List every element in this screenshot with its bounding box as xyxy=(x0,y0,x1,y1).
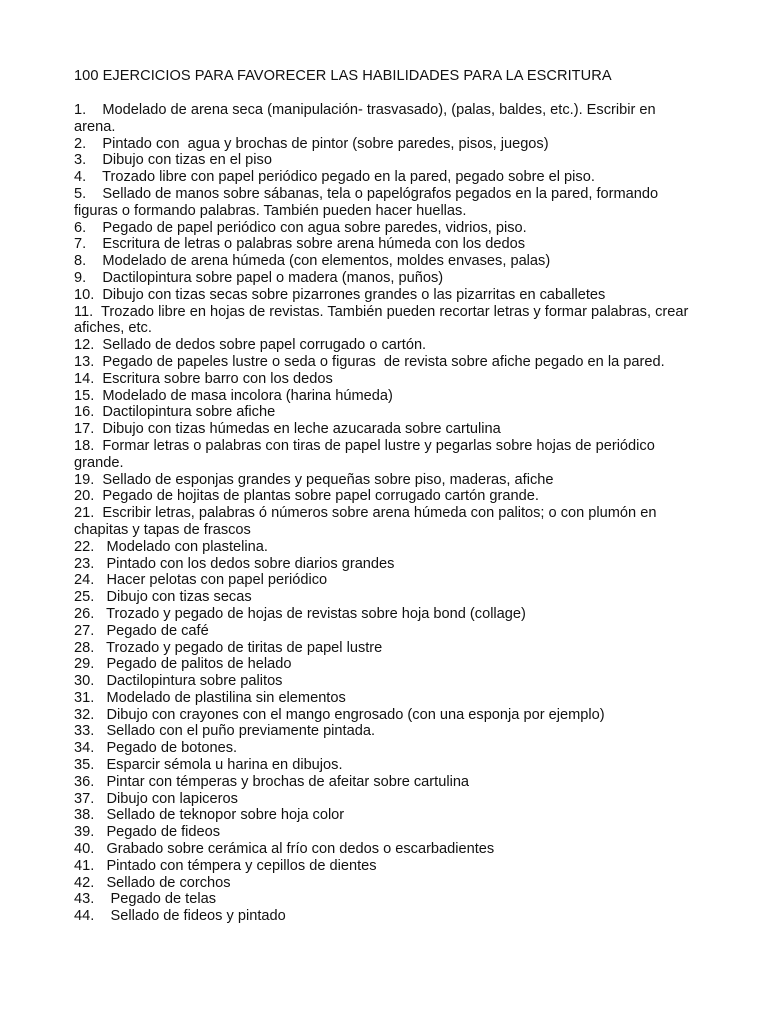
list-item: 43. Pegado de telas xyxy=(74,891,216,908)
list-item: 39. Pegado de fideos xyxy=(74,824,221,841)
list-item: 24. Hacer pelotas con papel periódico xyxy=(74,572,328,589)
list-item: 17. Dibujo con tizas húmedas en leche azucarada sobre cartulina xyxy=(74,421,501,438)
list-item: 29. Pegado de palitos de helado xyxy=(74,656,292,673)
list-item: 12. Sellado de dedos sobre papel corrugado o cartón. xyxy=(74,337,427,354)
list-item: 23. Pintado con los dedos sobre diarios grandes xyxy=(74,555,395,572)
list-item: 1. Modelado de arena seca (manipulación- trasvasado), (palas, baldes, etc.). Escribir en arena. xyxy=(74,102,660,135)
exercise-list xyxy=(74,102,694,925)
list-item: 34. Pegado de botones. xyxy=(74,740,238,757)
list-item: 15. Modelado de masa incolora (harina húmeda) xyxy=(74,387,393,404)
list-item: 28. Trozado y pegado de tiritas de papel lustre xyxy=(74,639,383,656)
list-item: 22. Modelado con plastelina. xyxy=(74,538,268,555)
list-item: 13. Pegado de papeles lustre o seda o figuras de revista sobre afiche pegado en la pared. xyxy=(74,353,665,370)
list-item: 6. Pegado de papel periódico con agua sobre paredes, vidrios, piso. xyxy=(74,219,527,236)
list-item: 30. Dactilopintura sobre palitos xyxy=(74,673,283,690)
list-item: 26. Trozado y pegado de hojas de revistas sobre hoja bond (collage) xyxy=(74,605,526,622)
list-item: 41. Pintado con témpera y cepillos de dientes xyxy=(74,857,377,874)
list-item: 27. Pegado de café xyxy=(74,622,209,639)
list-item: 11. Trozado libre en hojas de revistas. También pueden recortar letras y formar palabras, crear afiches, etc. xyxy=(74,303,693,337)
list-item: 31. Modelado de plastilina sin elementos xyxy=(74,689,346,706)
list-item: 10. Dibujo con tizas secas sobre pizarrones grandes o las pizarritas en caballetes xyxy=(74,286,606,303)
list-item: 44. Sellado de fideos y pintado xyxy=(74,908,286,925)
list-item: 42. Sellado de corchos xyxy=(74,874,231,891)
list-item: 3. Dibujo con tizas en el piso xyxy=(74,152,272,169)
list-item: 32. Dibujo con crayones con el mango engrosado (con una esponja por ejemplo) xyxy=(74,706,605,723)
list-item: 33. Sellado con el puño previamente pintada. xyxy=(74,723,376,740)
list-item: 4. Trozado libre con papel periódico pegado en la pared, pegado sobre el piso. xyxy=(74,169,595,186)
list-item: 20. Pegado de hojitas de plantas sobre papel corrugado cartón grande. xyxy=(74,488,539,505)
list-item: 2. Pintado con agua y brochas de pintor (sobre paredes, pisos, juegos) xyxy=(74,135,549,152)
list-item: 14. Escritura sobre barro con los dedos xyxy=(74,370,333,387)
list-item: 21. Escribir letras, palabras ó números sobre arena húmeda con palitos; o con plumón en chapitas y tapas de frascos xyxy=(74,505,661,538)
list-item: 7. Escritura de letras o palabras sobre arena húmeda con los dedos xyxy=(74,236,526,253)
list-item: 18. Formar letras o palabras con tiras de papel lustre y pegarlas sobre hojas de periódico grande. xyxy=(74,437,659,471)
list-item: 25. Dibujo con tizas secas xyxy=(74,589,252,606)
list-item: 16. Dactilopintura sobre afiche xyxy=(74,404,276,421)
list-item: 40. Grabado sobre cerámica al frío con dedos o escarbadientes xyxy=(74,841,495,858)
list-item: 38. Sellado de teknopor sobre hoja color xyxy=(74,807,345,824)
list-item: 5. Sellado de manos sobre sábanas, tela o papelógrafos pegados en la pared, formando figuras o formando palabras. También pueden hacer huellas. xyxy=(74,185,663,219)
list-item: 9. Dactilopintura sobre papel o madera (manos, puños) xyxy=(74,269,444,286)
list-item: 35. Esparcir sémola u harina en dibujos. xyxy=(74,757,343,774)
list-item: 37. Dibujo con lapiceros xyxy=(74,790,238,807)
document-title: 100 EJERCICIOS PARA FAVORECER LAS HABILIDADES PARA LA ESCRITURA xyxy=(74,68,612,84)
list-item: 8. Modelado de arena húmeda (con elementos, moldes envases, palas) xyxy=(74,253,551,270)
list-item: 19. Sellado de esponjas grandes y pequeñas sobre piso, maderas, afiche xyxy=(74,471,554,488)
list-item: 36. Pintar con témperas y brochas de afeitar sobre cartulina xyxy=(74,773,470,790)
